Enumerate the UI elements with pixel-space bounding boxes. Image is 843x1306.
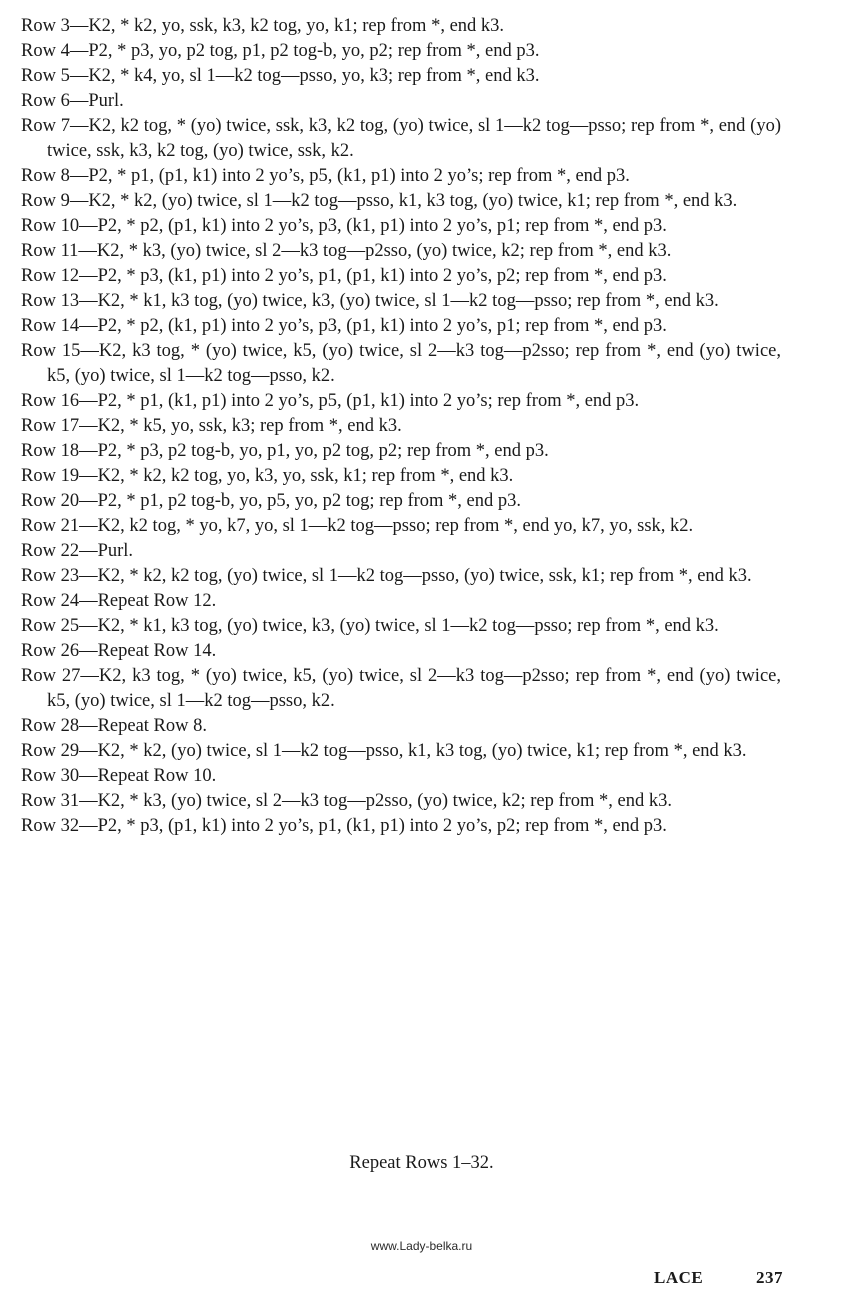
repeat-note: Repeat Rows 1–32. [349, 1153, 494, 1173]
row-7: Row 7—K2, k2 tog, * (yo) twice, ssk, k3, k2 tog, (yo) twice, sl 1—k2 tog—psso; rep from *, end (yo) twice, ssk, k3, k2 tog, (yo) twice, ssk, k2. [21, 116, 781, 161]
row-20: Row 20—P2, * p1, p2 tog-b, yo, p5, yo, p2 tog; rep from *, end p3. [21, 491, 521, 511]
page-number: 237 [756, 1268, 783, 1287]
row-9: Row 9—K2, * k2, (yo) twice, sl 1—k2 tog—psso, k1, k3 tog, (yo) twice, k1; rep from *, end k3. [21, 191, 738, 211]
section-title: LACE [654, 1268, 704, 1287]
row-13: Row 13—K2, * k1, k3 tog, (yo) twice, k3, (yo) twice, sl 1—k2 tog—psso; rep from *, end k3. [21, 291, 719, 311]
row-24: Row 24—Repeat Row 12. [21, 591, 217, 611]
row-19: Row 19—K2, * k2, k2 tog, yo, k3, yo, ssk, k1; rep from *, end k3. [21, 466, 514, 486]
row-27: Row 27—K2, k3 tog, * (yo) twice, k5, (yo) twice, sl 2—k3 tog—p2sso; rep from *, end (yo) twice, k5, (yo) twice, sl 1—k2 tog—psso, k2. [21, 666, 781, 711]
row-12: Row 12—P2, * p3, (k1, p1) into 2 yo’s, p1, (p1, k1) into 2 yo’s, p2; rep from *, end p3. [21, 266, 667, 286]
row-25: Row 25—K2, * k1, k3 tog, (yo) twice, k3, (yo) twice, sl 1—k2 tog—psso; rep from *, end k3. [21, 616, 719, 636]
row-17: Row 17—K2, * k5, yo, ssk, k3; rep from *, end k3. [21, 416, 402, 436]
row-30: Row 30—Repeat Row 10. [21, 766, 217, 786]
page-footer [654, 1268, 783, 1288]
watermark-url: www.Lady-belka.ru [370, 1239, 473, 1253]
instruction-rows [21, 14, 781, 839]
row-15: Row 15—K2, k3 tog, * (yo) twice, k5, (yo) twice, sl 2—k3 tog—p2sso; rep from *, end (yo) twice, k5, (yo) twice, sl 1—k2 tog—psso, k2. [21, 341, 781, 386]
row-31: Row 31—K2, * k3, (yo) twice, sl 2—k3 tog—p2sso, (yo) twice, k2; rep from *, end k3. [21, 791, 673, 811]
row-26: Row 26—Repeat Row 14. [21, 641, 217, 661]
row-21: Row 21—K2, k2 tog, * yo, k7, yo, sl 1—k2 tog—psso; rep from *, end yo, k7, yo, ssk, k2. [21, 516, 694, 536]
row-8: Row 8—P2, * p1, (p1, k1) into 2 yo’s, p5, (k1, p1) into 2 yo’s; rep from *, end p3. [21, 166, 630, 186]
row-3: Row 3—K2, * k2, yo, ssk, k3, k2 tog, yo, k1; rep from *, end k3. [21, 16, 505, 36]
row-28: Row 28—Repeat Row 8. [21, 716, 208, 736]
row-14: Row 14—P2, * p2, (k1, p1) into 2 yo’s, p3, (p1, k1) into 2 yo’s, p1; rep from *, end p3. [21, 316, 667, 336]
row-29: Row 29—K2, * k2, (yo) twice, sl 1—k2 tog—psso, k1, k3 tog, (yo) twice, k1; rep from *, end k3. [21, 741, 747, 761]
row-5: Row 5—K2, * k4, yo, sl 1—k2 tog—psso, yo, k3; rep from *, end k3. [21, 66, 540, 86]
row-18: Row 18—P2, * p3, p2 tog-b, yo, p1, yo, p2 tog, p2; rep from *, end p3. [21, 441, 549, 461]
row-4: Row 4—P2, * p3, yo, p2 tog, p1, p2 tog-b, yo, p2; rep from *, end p3. [21, 41, 540, 61]
row-6: Row 6—Purl. [21, 91, 124, 111]
row-11: Row 11—K2, * k3, (yo) twice, sl 2—k3 tog—p2sso, (yo) twice, k2; rep from *, end k3. [21, 241, 672, 261]
row-32: Row 32—P2, * p3, (p1, k1) into 2 yo’s, p1, (k1, p1) into 2 yo’s, p2; rep from *, end p3. [21, 816, 667, 836]
row-10: Row 10—P2, * p2, (p1, k1) into 2 yo’s, p3, (k1, p1) into 2 yo’s, p1; rep from *, end p3. [21, 216, 667, 236]
row-16: Row 16—P2, * p1, (k1, p1) into 2 yo’s, p5, (p1, k1) into 2 yo’s; rep from *, end p3. [21, 391, 640, 411]
row-22: Row 22—Purl. [21, 541, 134, 561]
row-23: Row 23—K2, * k2, k2 tog, (yo) twice, sl 1—k2 tog—psso, (yo) twice, ssk, k1; rep from *, end k3. [21, 566, 752, 586]
